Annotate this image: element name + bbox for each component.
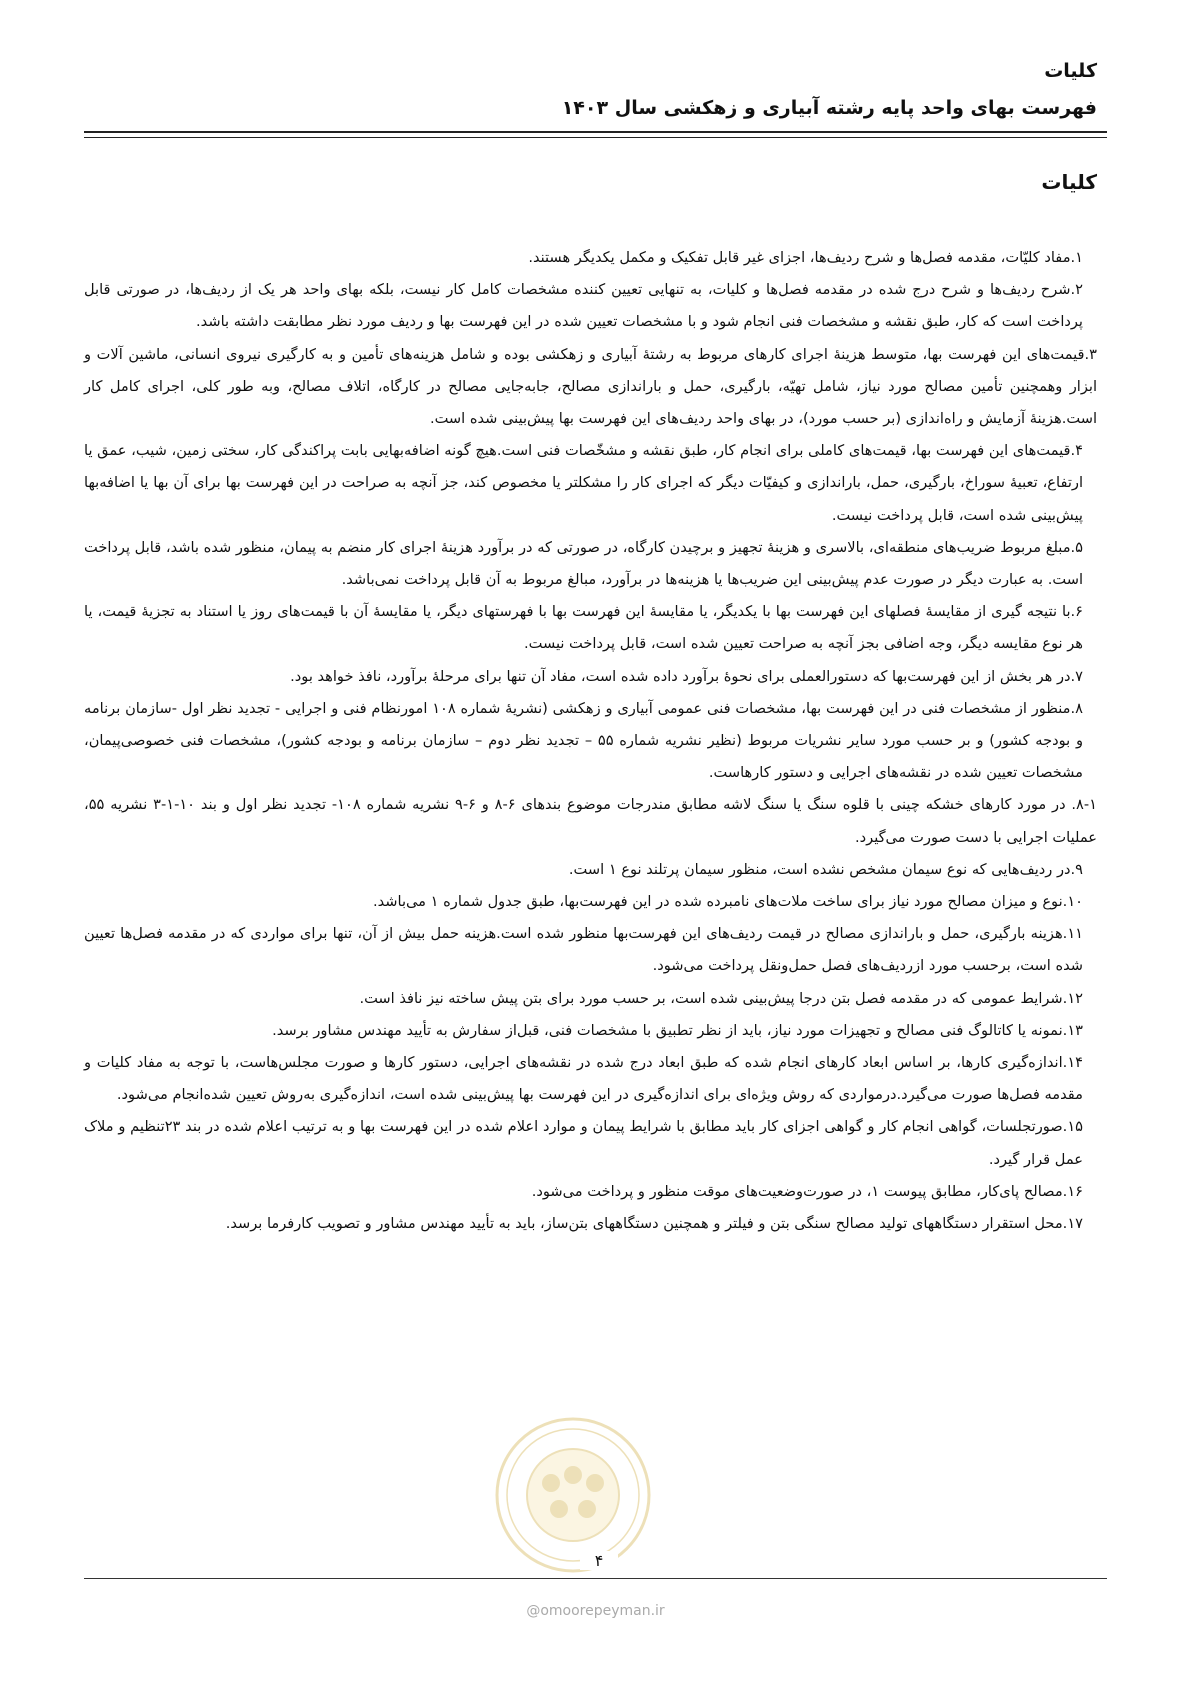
- paragraph-9: ۹.در ردیف‌هایی که نوع سیمان مشخص نشده است، منظور سیمان پرتلند نوع ۱ است.: [568, 860, 1083, 878]
- paragraph-15: ۱۵.صورتجلسات، گواهی انجام کار و گواهی اجزای کار باید مطابق با شرایط پیمان و موارد اعلام شده در این فهرست بها و به ترتیب اعلام شده در بند ۲۳تنظیم و ملاک عمل قرار گیرد.: [84, 1118, 1083, 1168]
- header-subtitle: فهرست بهای واحد پایه رشته آبیاری و زهکشی سال ۱۴۰۳: [561, 97, 1097, 119]
- paragraph-10: ۱۰.نوع و میزان مصالح مورد نیاز برای ساخت ملات‌های نامبرده شده در این فهرست‌بها، طبق جدول شماره ۱ می‌باشد.: [372, 893, 1083, 911]
- page-number: ۴: [580, 1551, 618, 1570]
- header-rule-thin: [84, 137, 1107, 138]
- website-watermark: @omoorepeyman.ir: [526, 1603, 665, 1619]
- document-body: [84, 242, 1097, 1240]
- paragraph-5: ۵.مبلغ مربوط ضریب‌های منطقه‌ای، بالاسری و هزینهٔ تجهیز و برچیدن کارگاه، در صورتی که در برآورد هزینهٔ اجرای کار منضم به پیمان، منظور شده باشد، قابل پرداخت است. به عبارت دیگر در صورت عدم پیش‌بینی این ضریب‌ها یا هزینه‌ها در برآورد، مبالغ مربوط به آن قابل پرداخت نمی‌باشد.: [84, 538, 1083, 589]
- paragraph-1: ۱.مفاد کلیّات، مقدمه فصل‌ها و شرح ردیف‌ها، اجزای غیر قابل تفکیک و مکمل یکدیگر هستند.: [528, 249, 1083, 266]
- paragraph-4: ۴.قیمت‌های این فهرست بها، قیمت‌های کاملی برای انجام کار، طبق نقشه و مشخّصات فنی است.هیچ گونه اضافه‌بهایی بابت پراکندگی کار، سختی زمین، شیب، عمق یا ارتفاع، تعبیهٔ سوراخ، بارگیری، حمل، باراندازی و کیفیّات دیگر که اجرای کار را مشکلتر یا مخصوص کند، جز آنچه به صراحت در این فهرست بها برای آن بها یا اضافه‌بها پیش‌بینی شده است، قابل پرداخت نیست.: [84, 442, 1083, 524]
- paragraph-7: ۷.در هر بخش از این فهرست‌بها که دستورالعملی برای نحوهٔ برآورد داده شده است، مفاد آن تنها برای مرحلهٔ برآورد، نافذ خواهد بود.: [290, 667, 1083, 685]
- paragraph-17: ۱۷.محل استقرار دستگاههای تولید مصالح سنگی بتن و فیلتر و همچنین دستگاههای بتن‌ساز، باید به تأیید مهندس مشاور و تصویب کارفرما برسد.: [225, 1215, 1083, 1233]
- section-title: کلیات: [1041, 170, 1097, 194]
- paragraph-2: ۲.شرح ردیف‌ها و شرح درج شده در مقدمه فصل‌ها و کلیات، به تنهایی تعیین کننده مشخصات کامل کار نیست، بلکه بهای واحد هر یک از ردیف‌ها، در صورتی قابل پرداخت است که کار، طبق نقشه و مشخصات فنی انجام شود و با مشخصات تعیین شده در این فهرست بها و ردیف مورد نظر مطابقت داشته باشد.: [84, 281, 1083, 331]
- paragraph-12: ۱۲.شرایط عمومی که در مقدمه فصل بتن درجا پیش‌بینی شده است، بر حسب مورد برای بتن پیش ساخته نیز نافذ است.: [359, 989, 1083, 1007]
- header-rule-thick: [84, 131, 1107, 133]
- paragraph-11: ۱۱.هزینه بارگیری، حمل و باراندازی مصالح در قیمت ردیف‌های این فهرست‌بها منظور شده است.هزینه حمل بیش از آن، تنها برای مواردی که در مقدمه فصل‌ها تعیین شده است، برحسب مورد ازردیف‌های فصل حمل‌ونقل پرداخت می‌شود.: [84, 925, 1083, 975]
- footer-rule: [84, 1578, 1107, 1579]
- header-title: کلیات: [1044, 60, 1097, 82]
- paragraph-6: ۶.با نتیجه گیری از مقایسهٔ فصلهای این فهرست بها با یکدیگر، یا مقایسهٔ این فهرست بها با فهرستهای دیگر، یا مقایسهٔ آن با قیمت‌های روز یا استناد به تجزیهٔ قیمت، یا هر نوع مقایسه دیگر، وجه اضافی بجز آنچه به صراحت تعیین شده است، قابل پرداخت نیست.: [84, 603, 1083, 653]
- paragraph-8-1: ۸-۱. در مورد کارهای خشکه چینی با قلوه سنگ یا سنگ لاشه مطابق مندرجات موضوع بندهای ۶-۸ و ۶-۹ نشریه شماره ۱۰۸- تجدید نظر اول و بند ۱۰-۱-۳ نشریه ۵۵، عملیات اجرایی با دست صورت می‌گیرد.: [84, 796, 1097, 846]
- paragraph-16: ۱۶.مصالح پای‌کار، مطابق پیوست ۱، در صورت‌وضعیت‌های موقت منظور و پرداخت می‌شود.: [531, 1182, 1083, 1200]
- paragraph-13: ۱۳.نمونه یا کاتالوگ فنی مصالح و تجهیزات مورد نیاز، باید از نظر تطبیق با مشخصات فنی، قبل‌از سفارش به تأیید مهندس مشاور برسد.: [272, 1021, 1083, 1039]
- paragraph-14: ۱۴.اندازه‌گیری کارها، بر اساس ابعاد کارهای انجام شده که طبق ابعاد درج شده در نقشه‌های اجرایی، دستور کارها و صورت مجلس‌هاست، با توجه به مفاد کلیات و مقدمه فصل‌ها صورت می‌گیرد.درمواردی که روش ویژه‌ای برای اندازه‌گیری در این فهرست بها پیش‌بینی شده است، اندازه‌گیری به‌روش تعیین شده‌انجام می‌شود.: [84, 1054, 1083, 1104]
- paragraph-3: ۳.قیمت‌های این فهرست بها، متوسط هزینهٔ اجرای کارهای مربوط به رشتهٔ آبیاری و زهکشی بوده و شامل هزینه‌های تأمین و به کارگیری نیروی انسانی، ماشین آلات و ابزار وهمچنین تأمین مصالح مورد نیاز، شامل تهیّه، بارگیری، حمل و باراندازی مصالح، جابه‌جایی مصالح در کارگاه، اتلاف مصالح، وبه طور کلی، اجرای کامل کار است.هزینهٔ آزمایش و راه‌اندازی (بر حسب مورد)، در بهای واحد ردیف‌های این فهرست بها پیش‌بینی شده است.: [84, 345, 1097, 428]
- watermark-seal-icon: [493, 1415, 653, 1575]
- paragraph-8: ۸.منظور از مشخصات فنی در این فهرست بها، مشخصات فنی عمومی آبیاری و زهکشی (نشریهٔ شماره ۱۰۸ امورنظام فنی و اجرایی - تجدید نظر اول -سازمان برنامه و بودجه کشور) و بر حسب مورد سایر نشریات مربوط (نظیر نشریه شماره ۵۵ – تجدید نظر دوم – سازمان برنامه و بودجه کشور)، مشخصات فنی خصوصی‌پیمان، مشخصات تعیین شده در نقشه‌های اجرایی و دستور کارهاست.: [84, 699, 1083, 782]
